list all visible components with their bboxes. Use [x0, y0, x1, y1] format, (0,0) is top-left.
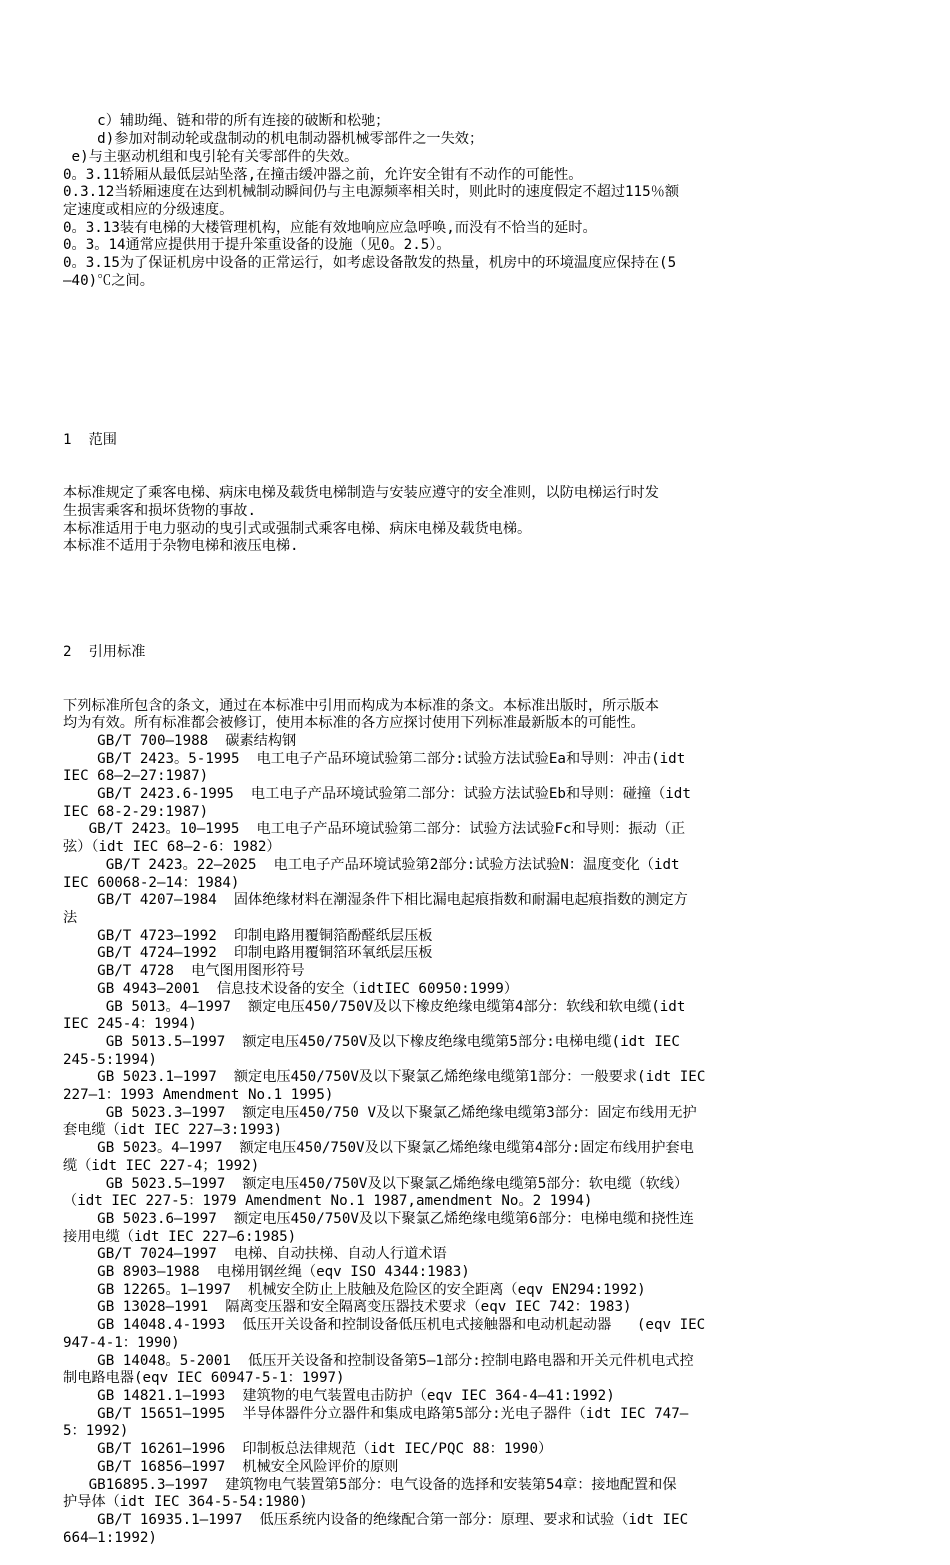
reference-standard-line: GB 4943—2001 信息技术设备的安全（idtIEC 60950:1999）: [63, 980, 519, 997]
reference-standard-line: GB/T 700—1988 碳素结构钢: [63, 732, 297, 749]
reference-standard-line: 664—1:1992): [63, 1529, 157, 1546]
reference-standard-line: GB/T 2423。22—2025 电工电子产品环境试验第2部分:试验方法试验N：温度变化（idt: [63, 856, 680, 873]
reference-standard-line: GB 14048.4-1993 低压开关设备和控制设备低压机电式接触器和电动机起动器 (eqv IEC: [63, 1317, 706, 1334]
reference-standard-line: GB 12265。1—1997 机械安全防止上肢触及危险区的安全距离（eqv EN294:1992): [63, 1281, 646, 1298]
reference-standard-line: GB 5013.5—1997 额定电压450/750V及以下橡皮绝缘电缆第5部分:电梯电缆(idt IEC: [63, 1033, 680, 1050]
reference-standard-line: 弦）（idt IEC 68—2-6：1982）: [63, 839, 281, 856]
reference-standard-line: GB/T 4728 电气图用图形符号: [63, 963, 305, 980]
clause-line: c）辅助绳、链和带的所有连接的破断和松驰；: [63, 113, 390, 130]
reference-standard-line: GB 5013。4—1997 额定电压450/750V及以下橡皮绝缘电缆第4部分：软线和软电缆(idt: [63, 998, 686, 1015]
reference-standard-line: GB/T 2423。5-1995 电工电子产品环境试验第二部分:试验方法试验Ea和导则：冲击(idt: [63, 750, 686, 767]
reference-standard-line: GB16895.3—1997 建筑物电气装置第5部分：电气设备的选择和安装第54章：接地配置和保: [63, 1476, 677, 1493]
reference-standard-line: GB 14048。5-2001 低压开关设备和控制设备第5—1部分:控制电路电器和开关元件机电式控: [63, 1352, 694, 1369]
reference-standard-line: 法: [63, 910, 78, 926]
reference-standard-line: GB 5023。4—1997 额定电压450/750V及以下聚氯乙烯绝缘电缆第4部分:固定布线用护套电: [63, 1140, 694, 1157]
reference-standard-line: GB 5023.3—1997 额定电压450/750 V及以下聚氯乙烯绝缘电缆第3部分：固定布线用无护: [63, 1104, 697, 1121]
reference-standard-line: 均为有效。所有标准都会被修订，使用本标准的各方应探讨使用下列标准最新版本的可能性。: [63, 715, 645, 732]
reference-standard-line: IEC 245-4：1994): [63, 1016, 197, 1033]
clause-line: —40)℃之间。: [63, 272, 154, 289]
section-2-body: [63, 698, 888, 1548]
clause-line: 0。3。14通常应提供用于提升笨重设备的设施（见0。2.5）。: [63, 237, 451, 254]
reference-standard-line: IEC 68—2—27:1987): [63, 768, 209, 785]
reference-standard-line: 护导体（idt IEC 364-5-54:1980): [63, 1494, 308, 1511]
blank-line: [63, 379, 888, 397]
reference-standard-line: 制电路电器(eqv IEC 60947-5-1：1997): [63, 1370, 345, 1387]
reference-standard-line: 245-5:1994): [63, 1051, 157, 1068]
reference-standard-line: GB 5023.1—1997 额定电压450/750V及以下聚氯乙烯绝缘电缆第1部分：一般要求(idt IEC: [63, 1069, 706, 1086]
scope-text-line: 本标准不适用于杂物电梯和液压电梯.: [63, 538, 299, 555]
clause-line: 0.3.12当轿厢速度在达到机械制动瞬间仍与主电源频率相关时，则此时的速度假定不超过115％额: [63, 184, 680, 201]
scope-text-line: 本标准适用于电力驱动的曳引式或强制式乘客电梯、病床电梯及载货电梯。: [63, 520, 532, 537]
section-1-heading: 1 范围: [63, 432, 117, 449]
clause-line: 0。3.11轿厢从最低层站坠落,在撞击缓冲器之前，允许安全钳有不动作的可能性。: [63, 166, 583, 183]
reference-standard-line: 5：1992): [63, 1423, 129, 1440]
reference-standard-line: 套电缆（idt IEC 227—3:1993): [63, 1122, 283, 1139]
reference-standard-line: GB/T 16261—1996 印制板总法律规范（idt IEC/PQC 88：1990）: [63, 1441, 553, 1458]
blank-line: [63, 591, 888, 609]
reference-standard-line: GB 5023.5—1997 额定电压450/750V及以下聚氯乙烯绝缘电缆第5部分：软电缆（软线）: [63, 1175, 689, 1192]
scope-text-line: 本标准规定了乘客电梯、病床电梯及载货电梯制造与安装应遵守的安全准则，以防电梯运行时发: [63, 485, 659, 502]
section-1-body: [63, 485, 888, 556]
reference-standard-line: （idt IEC 227-5：1979 Amendment No.1 1987,amendment No。2 1994): [63, 1193, 593, 1210]
reference-standard-line: GB 8903—1988 电梯用钢丝绳（eqv ISO 4344:1983): [63, 1264, 470, 1281]
reference-standard-line: GB 13028—1991 隔离变压器和安全隔离变压器技术要求（eqv IEC 742：1983): [63, 1299, 632, 1316]
reference-standard-line: GB 5023.6—1997 额定电压450/750V及以下聚氯乙烯绝缘电缆第6部分：电梯电缆和挠性连: [63, 1210, 694, 1227]
clause-line: e)与主驱动机组和曳引轮有关零部件的失效。: [63, 148, 359, 165]
reference-standard-line: 下列标准所包含的条文，通过在本标准中引用而构成为本标准的条文。本标准出版时，所示版本: [63, 697, 659, 714]
reference-standard-line: 227—1：1993 Amendment No.1 1995): [63, 1087, 334, 1104]
reference-standard-line: GB/T 2423.6-1995 电工电子产品环境试验第二部分：试验方法试验Eb和导则：碰撞（idt: [63, 786, 691, 803]
clause-line: 0。3.15为了保证机房中设备的正常运行，如考虑设备散发的热量，机房中的环境温度应保持在(5: [63, 255, 677, 272]
reference-standard-line: GB/T 4723—1992 印制电路用覆铜箔酚醛纸层压板: [63, 927, 433, 944]
reference-standard-line: 接用电缆（idt IEC 227—6:1985): [63, 1228, 297, 1245]
reference-standard-line: GB/T 15651—1995 半导体器件分立器件和集成电路第5部分:光电子器件（idt IEC 747—: [63, 1405, 689, 1422]
reference-standard-line: GB/T 2423。10—1995 电工电子产品环境试验第二部分：试验方法试验Fc和导则：振动（正: [63, 821, 686, 838]
reference-standard-line: GB/T 16935.1—1997 低压系统内设备的绝缘配合第一部分：原理、要求和试验（idt IEC: [63, 1511, 689, 1528]
reference-standard-line: GB 14821.1—1993 建筑物的电气装置电击防护（eqv IEC 364-4—41:1992): [63, 1387, 615, 1404]
reference-standard-line: 缆（idt IEC 227-4；1992): [63, 1157, 260, 1174]
reference-standard-line: IEC 60068-2—14：1984): [63, 874, 240, 891]
blank-line: [63, 326, 888, 344]
document-page: [63, 78, 888, 1565]
reference-standard-line: GB/T 4207—1984 固体绝缘材料在潮湿条件下相比漏电起痕指数和耐漏电起痕指数的测定方: [63, 892, 688, 909]
reference-standard-line: GB/T 16856—1997 机械安全风险评价的原则: [63, 1458, 399, 1475]
clause-line: d)参加对制动轮或盘制动的机电制动器机械零部件之一失效；: [63, 131, 484, 148]
scope-text-line: 生损害乘客和损坏货物的事故.: [63, 502, 256, 519]
reference-standard-line: GB/T 4724—1992 印制电路用覆铜箔环氧纸层压板: [63, 945, 433, 962]
reference-standard-line: IEC 68-2-29:1987): [63, 803, 209, 820]
intro-clauses: [63, 113, 888, 290]
reference-standard-line: GB/T 7024—1997 电梯、自动扶梯、自动人行道术语: [63, 1246, 447, 1263]
clause-line: 0。3.13装有电梯的大楼管理机构，应能有效地响应应急呼唤,而没有不恰当的延时。: [63, 219, 597, 236]
clause-line: 定速度或相应的分级速度。: [63, 201, 234, 218]
section-2-heading: 2 引用标准: [63, 644, 146, 661]
reference-standard-line: 947-4-1：1990): [63, 1334, 180, 1351]
